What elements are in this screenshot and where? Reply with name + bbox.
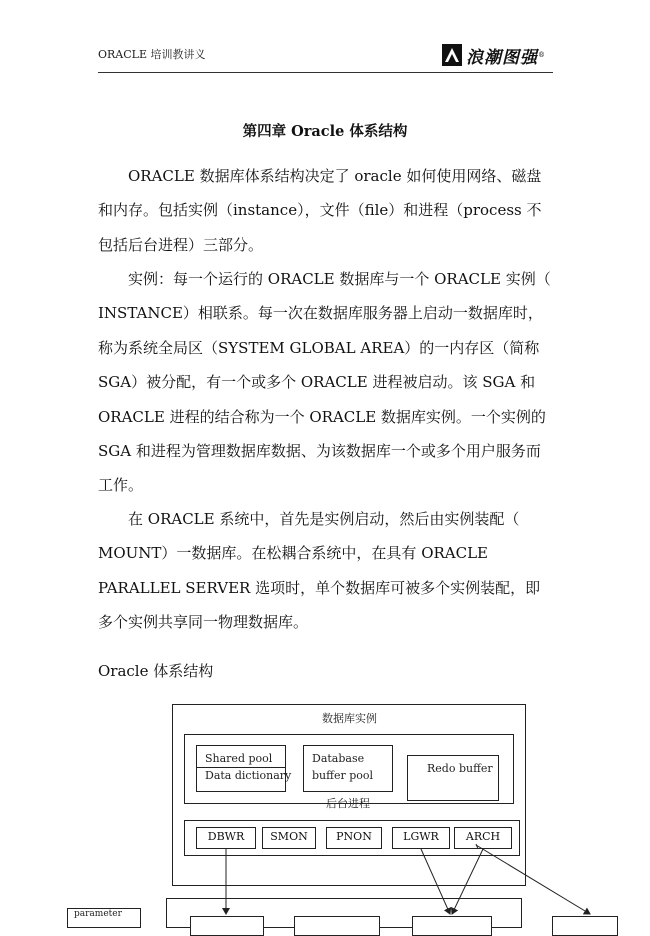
text-line: INSTANCE）相联系。每一次在数据库服务器上启动一数据库时，: [98, 304, 543, 323]
company-logo: [441, 40, 553, 70]
text-line: 在 ORACLE 系统中，首先是实例启动，然后由实例装配（: [128, 510, 520, 528]
text-line: 多个实例共享同一物理数据库。: [98, 613, 309, 632]
header-course-title: ORACLE 培训教讲义: [98, 48, 206, 61]
text-line: ORACLE 数据库体系结构决定了 oracle 如何使用网络、磁盘: [128, 167, 542, 185]
paragraph-architecture-intro: [98, 159, 553, 262]
text-line: 实例：每一个运行的 ORACLE 数据库与一个 ORACLE 实例（: [128, 270, 551, 288]
db-buffer-label-1: Database: [312, 752, 365, 765]
logo-registered-mark: ®: [538, 51, 545, 59]
text-line: PARALLEL SERVER 选项时，单个数据库可被多个实例装配，即: [98, 578, 541, 597]
data-dictionary-label: Data dictionary: [205, 769, 292, 782]
process-arch: ARCH: [454, 827, 512, 849]
text-line: 工作。: [98, 476, 144, 495]
text-line: MOUNT）一数据库。在松耦合系统中，在具有 ORACLE: [98, 544, 489, 563]
logo-emblem-icon: [441, 43, 463, 67]
chapter-title: 第四章 Oracle 体系结构: [242, 123, 408, 140]
text-line: 和内存。包括实例（instance），文件（file）和进程（process 不: [98, 201, 542, 220]
text-line: 称为系统全局区（SYSTEM GLOBAL AREA）的一内存区（简称: [98, 338, 540, 357]
logo-text: 浪潮图强: [466, 47, 538, 68]
instance-label: 数据库实例: [322, 712, 377, 725]
parameter-label: parameter: [74, 909, 122, 919]
redo-buffer-label: Redo buffer: [427, 762, 493, 775]
background-process-label: 后台进程: [326, 797, 370, 810]
section-heading: Oracle 体系结构: [98, 662, 214, 680]
text-line: SGA 和进程为管理数据库数据、为该数据库一个或多个用户服务而: [98, 442, 541, 461]
text-line: 包括后台进程）三部分。: [98, 235, 264, 254]
db-buffer-label-2: buffer pool: [312, 769, 374, 782]
process-smon: SMON: [262, 827, 316, 849]
text-line: ORACLE 进程的结合称为一个 ORACLE 数据库实例。一个实例的: [98, 407, 546, 426]
process-lgwr: LGWR: [392, 827, 450, 849]
paragraph-mount: [98, 502, 553, 640]
architecture-diagram: [0, 700, 650, 920]
process-pnon: PNON: [326, 827, 382, 849]
header-divider: [98, 72, 553, 73]
diagram-arrows: [0, 700, 650, 920]
process-dbwr: DBWR: [196, 827, 256, 849]
text-line: SGA）被分配，有一个或多个 ORACLE 进程被启动。该 SGA 和: [98, 373, 536, 392]
shared-pool-label: Shared pool: [205, 752, 273, 765]
paragraph-instance: [98, 262, 553, 503]
